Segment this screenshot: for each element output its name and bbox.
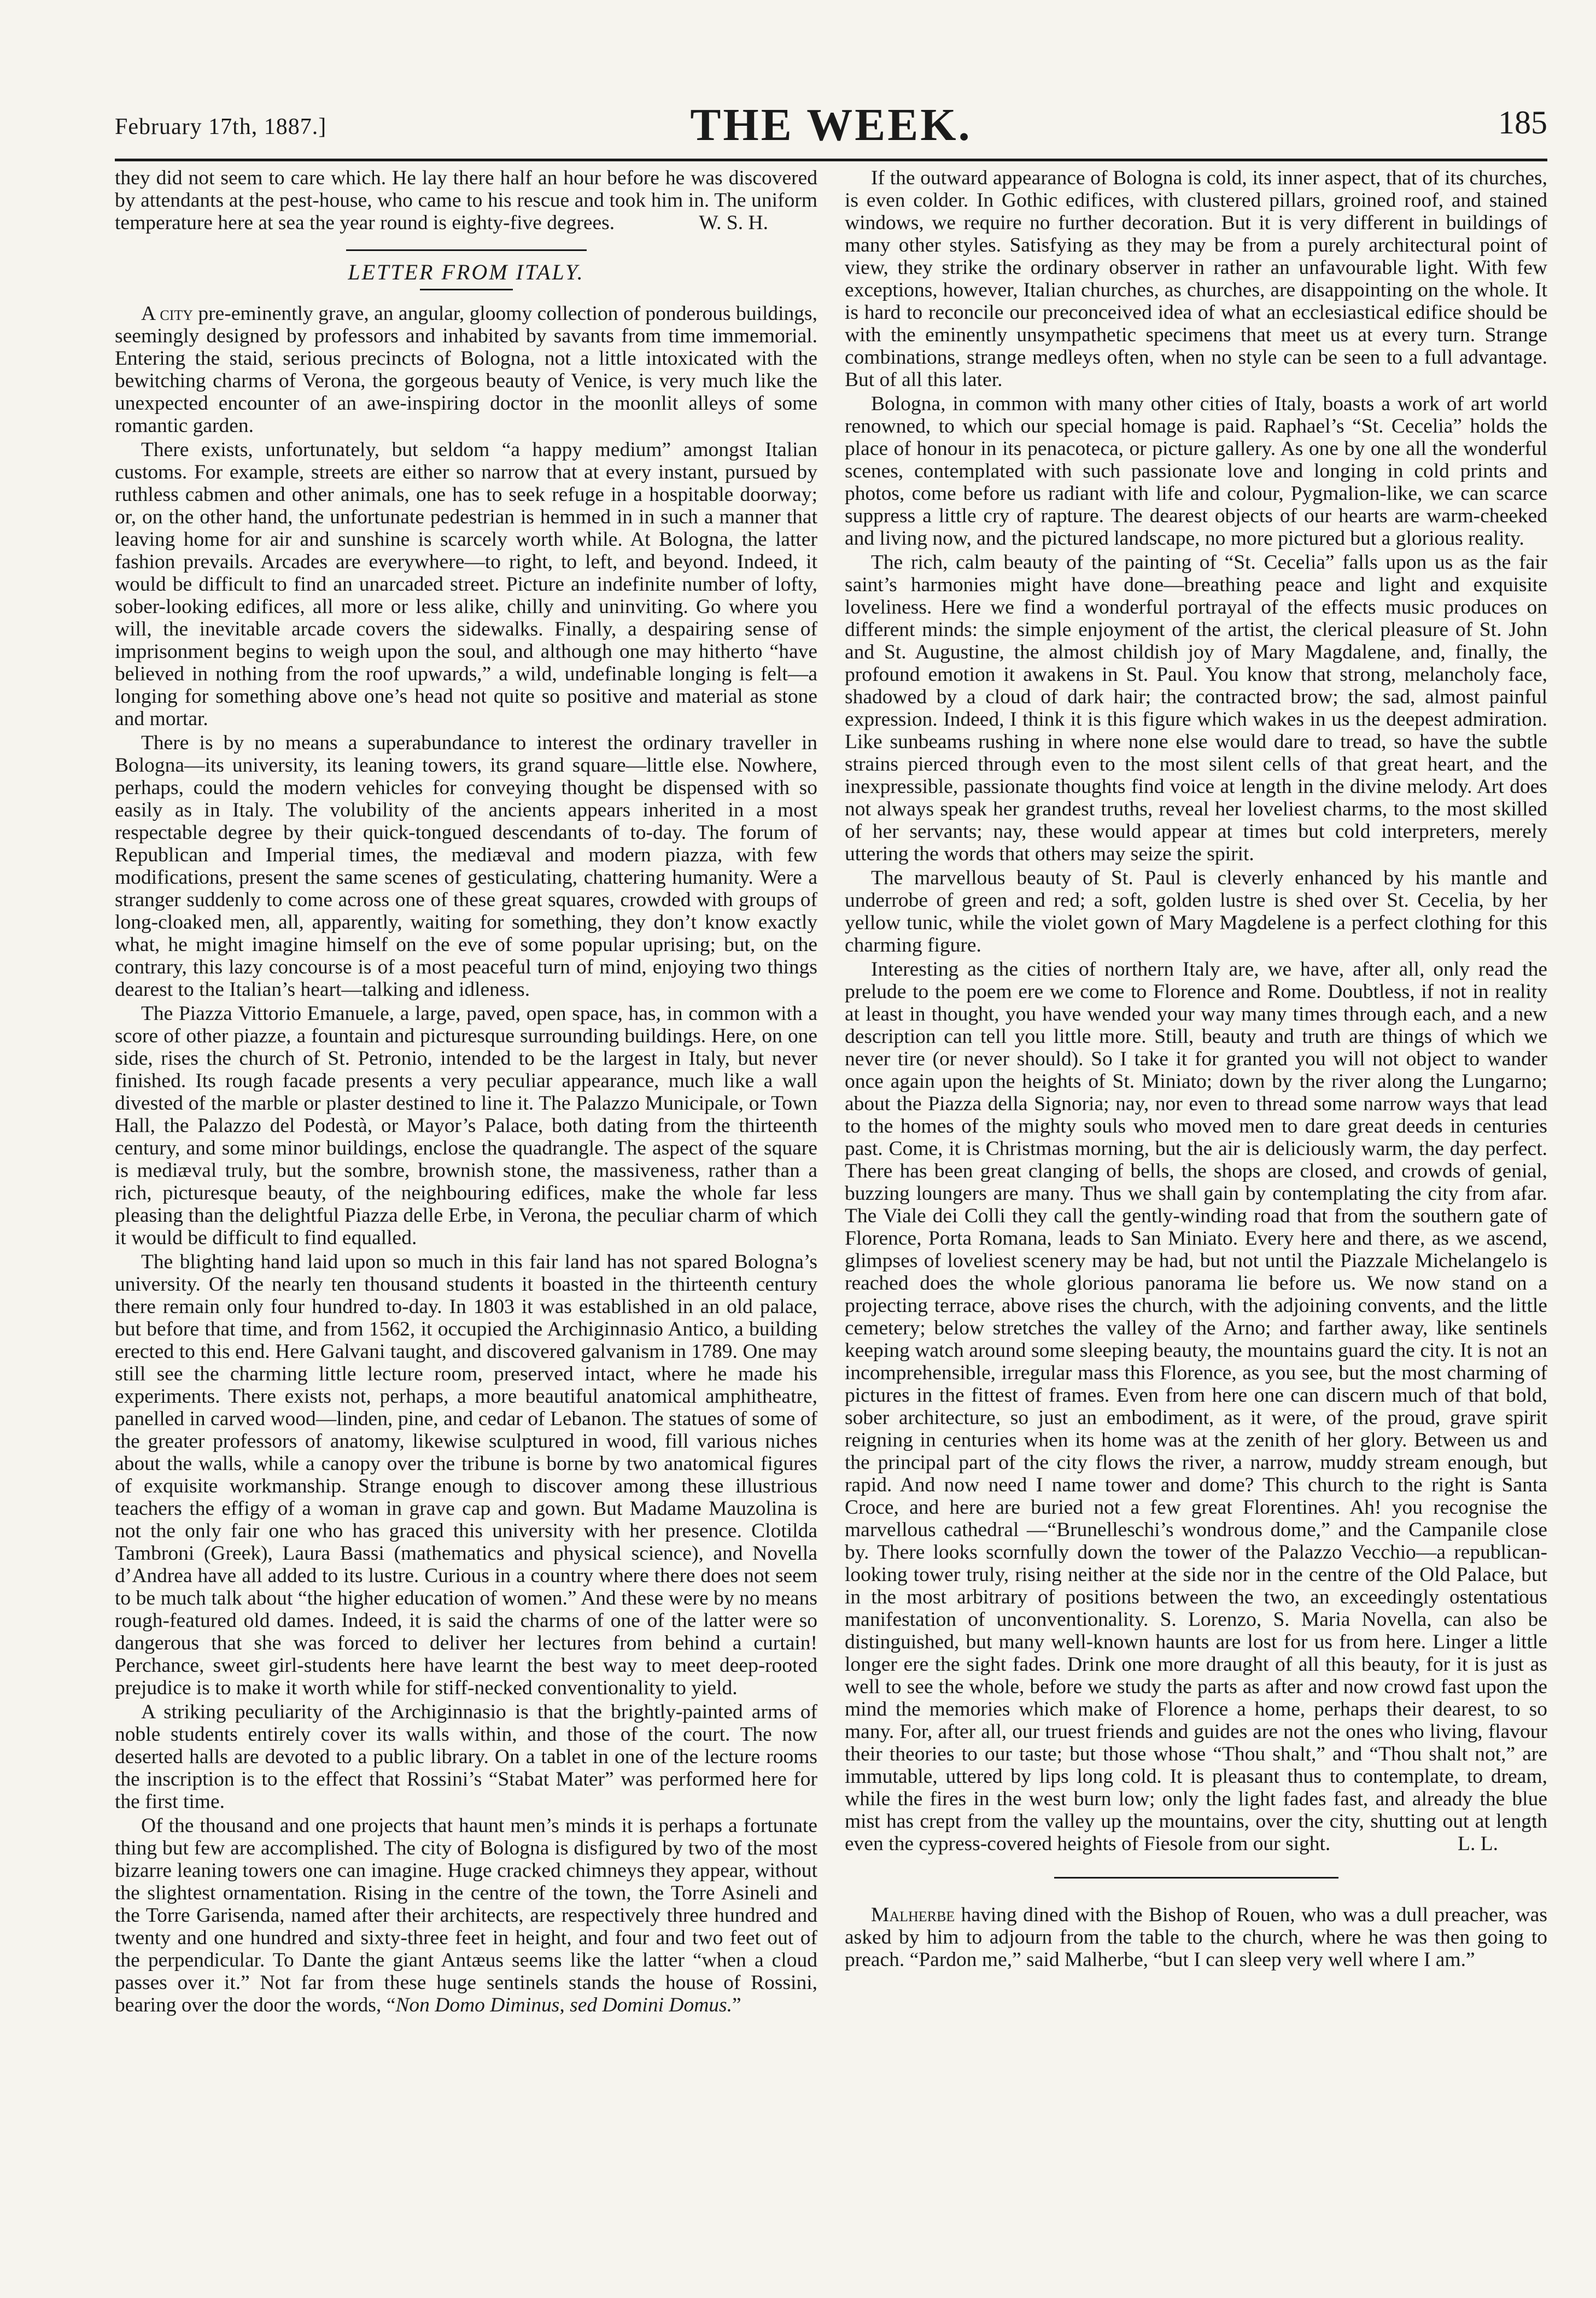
article-paragraph: If the outward appearance of Bologna is cold, its inner aspect, that of its churches, is even colder. In Gothic edifices, with clustered pillars, groined roof, and stained windows, we require no further decoration. But it is very different in buildings of many other styles. Satisfying as they may be from a purely architectural point of view, they strike the ordinary observer in rather an unfavourable light. With few exceptions, however, Italian churches, as churches, are disappointing on the whole. It is hard to reconcile our preconceived idea of what an ecclesiastical edifice should be with the eminently unsympathetic specimens that meet us at every turn. Strange combinations, strange medleys often, when no style can be seen to a full advantage. But of all this later. — [845, 167, 1547, 391]
article-paragraph: A striking peculiarity of the Archiginnasio is that the brightly-painted arms of noble students entirely cover its walls within, and those of the court. The now deserted halls are devoted to a public library. On a tablet in one of the lecture rooms the inscription is to the effect that Rossini’s “Stabat Mater” was performed here for the first time. — [115, 1701, 817, 1813]
drop-word: Malherbe — [871, 1904, 955, 1926]
section-divider — [346, 249, 587, 251]
article-paragraph: Interesting as the cities of northern Italy are, we have, after all, only read the prelude to the poem ere we come to Florence and Rome. Doubtless, if not in reality at least in thought, you have wended your way many times through each, and a new description can tell you little more. Still, beauty and truth are things of which we never tire (or never should). So I take it for granted you will not object to wander once again upon the heights of St. Miniato; down by the river along the Lungarno; about the Piazza della Signoria; nay, nor even to thread some narrow ways that lead to the homes of the mighty souls who moved men to dare great deeds in centuries past. Come, it is Christmas morning, but the air is deliciously warm, the day perfect. There has been great clanging of bells, the shops are closed, and crowds of genial, buzzing loungers are many. Thus we shall gain by contemplating the city from afar. The Viale dei Colli they call the gently-winding road that from the southern gate of Florence, Porta Romana, leads to San Miniato. Every here and there, as we ascend, glimpses of loveliest scenery may be had, but not until the Piazzale Michelangelo is reached does the whole glorious panorama lie before us. We now stand on a projecting terrace, above rises the church, with the adjoining convents, and the little cemetery; below stretches the valley of the Arno; and farther away, like sentinels keeping watch around some sleeping beauty, the mountains guard the city. It is not an incomprehensible, irregular mass this Florence, as you see, but the most charming of pictures in the fittest of frames. Even from here one can discern much of that bold, sober architecture, so just an embodiment, as it were, of the proud, grave spirit reigning in centuries when its home was at the zenith of her glory. Between us and the principal part of the city flows the river, a narrow, muddy stream enough, but rapid. And now need I name tower and dome? This church to the right is Santa Croce, and here are buried not a few great Florentines. Ah! you recognise the marvellous cathedral —“Brunelleschi’s wondrous dome,” and the Campanile close by. There looks scornfully down the tower of the Palazzo Vecchio—a republican-looking tower truly, rising neither at the side nor in the centre of the Old Palace, but in the most arbitrary of positions between the two, an exceedingly ostentatious manifestation of unconventionality. S. Lorenzo, S. Maria Novella, can also be distinguished, but many well-known haunts are lost for us from here. Linger a little longer ere the sight fades. Drink one more draught of all this beauty, for it is just as well to see the whole, before we study the parts as after and now crowd fast upon the mind the memories which make of Florence a home, perhaps their dearest, to so many. For, after all, our truest friends and guides are not the ones who living, flavour their theories to our taste; but those whose “Thou shalt,” and “Thou shalt not,” are immutable, uttered by lips long cold. It is pleasant thus to contemplate, to dream, while the fires in the west burn low; only the light fades fast, and already the blue mist has crept from the valley up the mountains, over the city, shutting out at length even the cypress-covered heights of Fiesole from our sight. — [845, 958, 1547, 1855]
title-underline — [420, 289, 513, 290]
article-paragraph: The Piazza Vittorio Emanuele, a large, paved, open space, has, in common with a score of other piazze, a fountain and picturesque surrounding buildings. Here, on one side, rises the church of St. Petronio, intended to be the largest in Italy, but never finished. Its rough facade presents a very peculiar appearance, much like a wall divested of the marble or plaster destined to line it. The Palazzo Municipale, or Town Hall, the Palazzo del Podestà, or Mayor’s Palace, both dating from the thirteenth century, and some minor buildings, enclose the quadrangle. The aspect of the square is mediæval truly, but the sombre, brownish stone, the massiveness, rather than a rich, picturesque beauty, of the neighbouring edifices, make the whole far less pleasing than the delightful Piazza delle Erbe, in Verona, the peculiar charm of which it would be difficult to find equalled. — [115, 1002, 817, 1249]
latin-motto: Non Domo Diminus, sed Domini Domus. — [395, 1994, 733, 2016]
right-column — [845, 167, 1547, 1971]
continued-signature: W. S. H. — [699, 212, 768, 234]
article-paragraph: There is by no means a superabundance to interest the ordinary traveller in Bologna—its university, its leaning towers, its grand square—little else. Nowhere, perhaps, could the modern vehicles for conveying thought be dispensed with so easily as in Italy. The volubility of the ancients appears inherited in a most respectable degree by their quick-tongued descendants of to-day. The forum of Republican and Imperial times, the mediæval and modern piazza, with few modifications, present the same scenes of gesticulating, chattering humanity. Were a stranger suddenly to come across one of these great squares, crowded with groups of long-cloaked men, all, apparently, waiting for something, they don’t know exactly what, he might imagine himself on the eve of some popular uprising; but, on the contrary, this lazy concourse is of a most peaceful turn of mind, enjoying two things dearest to the Italian’s heart—talking and idleness. — [115, 732, 817, 1001]
article-paragraph: Bologna, in common with many other cities of Italy, boasts a work of art world renowned, to which our special homage is paid. Raphael’s “St. Cecelia” holds the place of honour in its penacoteca, or picture gallery. As one by one all the wonderful scenes, contemplated with such passionate love and longing in cold prints and photos, come before us radiant with life and colour, Pygmalion-like, we can scarce suppress a little cry of rapture. The dearest objects of our hearts are warm-cheeked and living now, and the pictured landscape, no more pictured but a glorious reality. — [845, 393, 1547, 550]
anecdote-paragraph: Malherbe having dined with the Bishop of Rouen, who was a dull preacher, was asked by him to adjourn from the table to the church, where he was then going to preach. “Pardon me,” said Malherbe, “but I can sleep very well where I am.” — [845, 1904, 1547, 1971]
continued-paragraph: they did not seem to care which. He lay there half an hour before he was discovered by attendants at the pest-house, who came to his rescue and took him in. The uniform temperature here at sea the year round is eighty-five degrees. — [115, 167, 817, 234]
article-paragraph: The blighting hand laid upon so much in this fair land has not spared Bologna’s university. Of the nearly ten thousand students it boasted in the thirteenth century there remain only four hundred to-day. In 1803 it was established in an old palace, but before that time, and from 1562, it occupied the Archiginnasio Antico, a building erected to this end. Here Galvani taught, and discovered galvanism in 1789. One may still see the charming little lecture room, preserved intact, where he made his experiments. There exists not, perhaps, a more beautiful anatomical amphitheatre, panelled in carved wood—linden, pine, and cedar of Lebanon. The statues of some of the greater professors of anatomy, likewise sculptured in wood, fill various niches about the walls, while a canopy over the tribune is borne by two anatomical figures of exquisite workmanship. Strange enough to discover among these illustrious teachers the effigy of a woman in grave cap and gown. But Madame Mauzolina is not the only fair one who has graced this university with her presence. Clotilda Tambroni (Greek), Laura Bassi (mathematics and physical science), and Novella d’Andrea have all added to its lustre. Curious in a country where there does not seem to be much talk about “the higher education of women.” And these were by no means rough-featured old dames. Indeed, it is said the charms of one of the latter were so dangerous that she was forced to deliver her lectures from behind a curtain! Perchance, sweet girl-students here have learnt the best way to meet deep-rooted prejudice is to make it worth while for stiff-necked conventionality to yield. — [115, 1251, 817, 1699]
section-divider — [1054, 1877, 1338, 1879]
article-title: LETTER FROM ITALY. — [348, 260, 584, 284]
page-number: 185 — [1498, 104, 1547, 141]
article-paragraph: The marvellous beauty of St. Paul is cleverly enhanced by his mantle and underrobe of green and red; a soft, golden lustre is shed over St. Cecelia, by her yellow tunic, while the violet gown of Mary Magdelene is a perfect clothing for this charming figure. — [845, 867, 1547, 956]
page-header — [115, 98, 1547, 150]
publication-title: THE WEEK. — [690, 100, 972, 150]
article-signature: L. L. — [1458, 1833, 1498, 1855]
header-rule — [115, 159, 1547, 161]
issue-date: February 17th, 1887.] — [115, 114, 327, 139]
article-paragraph: There exists, unfortunately, but seldom “a happy medium” amongst Italian customs. For example, streets are either so narrow that at every instant, pursued by ruthless cabmen and other animals, one has to seek refuge in a hospitable doorway; or, on the other hand, the unfortunate pedestrian is hemmed in in such a manner that leaving home for air and sunshine is scarcely worth while. At Bologna, the latter fashion prevails. Arcades are everywhere—to right, to left, and beyond. Indeed, it would be difficult to find an unarcaded street. Picture an indefinite number of lofty, sober-looking edifices, all more or less alike, chilly and uninviting. Go where you will, the inevitable arcade covers the sidewalks. Finally, a despairing sense of imprisonment begins to weigh upon the soul, and although one may hitherto “have believed in nothing from the roof upwards,” a wild, undefinable longing is felt—a longing for something above one’s head not quite so positive and material as stone and mortar. — [115, 439, 817, 730]
article-paragraph: A city pre-eminently grave, an angular, gloomy collection of ponderous buildings, seemingly designed by professors and inhabited by savants from time immemorial. Entering the staid, serious precincts of Bologna, not a little intoxicated with the bewitching charms of Verona, the gorgeous beauty of Venice, is very much like the unexpected encounter of an awe-inspiring doctor in the moonlit alleys of some romantic garden. — [115, 302, 818, 437]
article-paragraph: The rich, calm beauty of the painting of “St. Cecelia” falls upon us as the fair saint’s harmonies might have done—breathing peace and light and exquisite loveliness. Here we find a wonderful portrayal of the effects music produces on different minds: the simple enjoyment of the artist, the clerical pleasure of St. John and St. Augustine, the almost childish joy of Mary Magdalene, and, finally, the profound emotion it awakens in St. Paul. You know that strong, melancholy face, shadowed by a cloud of dark hair; the contracted brow; the sad, almost painful expression. Indeed, I think it is this figure which wakes in us the deepest admiration. Like sunbeams rushing in where none else would dare to tread, so have the subtle strains pierced through even to the most silent cells of that great heart, and the inexpressible, passionate thoughts find voice at length in the divine melody. Art does not always speak her grandest truths, reveal her loveliest charms, to the most skilled of her servants; nay, these would appear at times but cold interpreters, merely uttering the words that others may seize the spirit. — [845, 551, 1547, 865]
article-paragraph: Of the thousand and one projects that haunt men’s minds it is perhaps a fortunate thing but few are accomplished. The city of Bologna is disfigured by two of the most bizarre leaning towers one can imagine. Huge cracked chimneys they appear, without the slightest ornamentation. Rising in the centre of the town, the Torre Asineli and the Torre Garisenda, named after their architects, are respectively three hundred and twenty and one hundred and sixty-three feet in height, and four and two feet out of the perpendicular. To Dante the giant Antæus seems like the latter “when a cloud passes over it.” Not far from these huge sentinels stands the house of Rossini, bearing over the door the words, “Non Domo Diminus, sed Domini Domus.” — [115, 1815, 817, 2016]
left-column — [115, 167, 817, 2016]
drop-word: A city — [141, 302, 194, 325]
